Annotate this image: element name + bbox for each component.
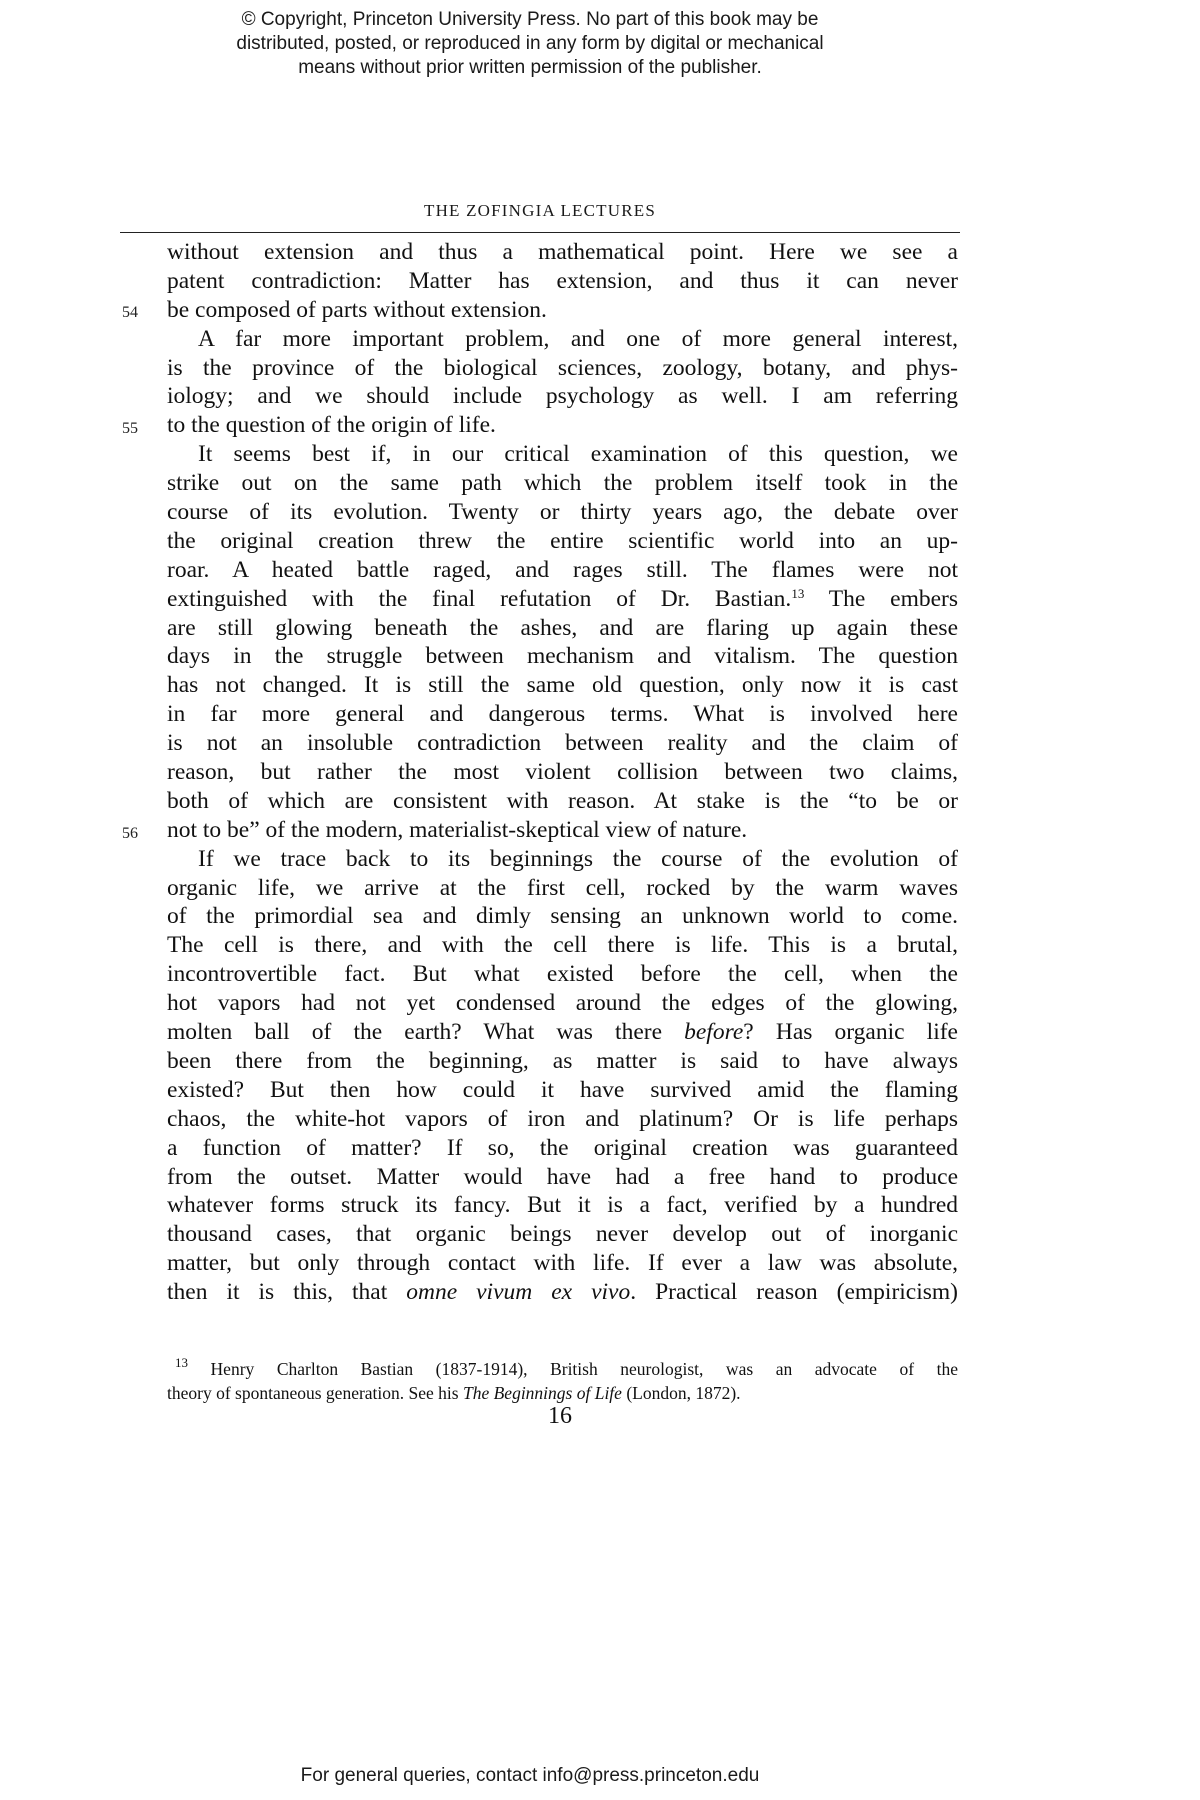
- text-segment: ? Has organic life: [743, 1019, 958, 1046]
- text-line: [167, 1018, 958, 1047]
- text-segment: Henry Charlton Bastian (1837-1914), British neurologist, was an advocate of the: [188, 1359, 958, 1379]
- contact-notice: For general queries, contact info@press.princeton.edu: [300, 1765, 760, 1786]
- header-rule: [120, 232, 960, 233]
- text-line: of the primordial sea and dimly sensing an unknown world to come.: [167, 903, 958, 930]
- text-line: both of which are consistent with reason. At stake is the “to be or: [167, 787, 958, 814]
- paragraph-number: 54: [122, 304, 138, 321]
- copyright-notice: [0, 8, 1060, 80]
- text-line: not to be” of the modern, materialist-skeptical view of nature.: [167, 816, 748, 843]
- text-segment: extinguished with the final refutation of Dr. Bastian.: [167, 585, 792, 612]
- copyright-line: means without prior written permission of the publisher.: [298, 57, 762, 78]
- paragraph-number: 56: [122, 825, 138, 842]
- book-title: The Beginnings of Life: [462, 1383, 622, 1403]
- footnote-line: [167, 1357, 958, 1381]
- emphasis: omne vivum ex vivo: [406, 1279, 631, 1306]
- copyright-line: © Copyright, Princeton University Press. No part of this book may be: [241, 9, 819, 30]
- text-line: chaos, the white-hot vapors of iron and platinum? Or is life perhaps: [167, 1105, 958, 1132]
- text-line: been there from the beginning, as matter is said to have always: [167, 1047, 958, 1074]
- text-line: strike out on the same path which the problem itself took in the: [167, 470, 958, 497]
- text-line: hot vapors had not yet condensed around the edges of the glowing,: [167, 990, 958, 1017]
- footnote-line: [167, 1381, 958, 1405]
- text-line: The cell is there, and with the cell there is life. This is a brutal,: [167, 932, 958, 959]
- text-line: [167, 585, 958, 614]
- text-line: It seems best if, in our critical examination of this question, we: [198, 441, 958, 468]
- text-line: is the province of the biological sciences, zoology, botany, and phys-: [167, 354, 958, 381]
- text-line: [167, 1278, 958, 1307]
- text-line: from the outset. Matter would have had a free hand to produce: [167, 1163, 958, 1190]
- text-segment: (London, 1872).: [621, 1383, 741, 1403]
- text-segment: molten ball of the earth? What was there: [167, 1019, 685, 1046]
- text-line: has not changed. It is still the same old question, only now it is cast: [167, 672, 958, 699]
- text-line: days in the struggle between mechanism and vitalism. The question: [167, 643, 958, 670]
- text-line: a function of matter? If so, the original creation was guaranteed: [167, 1134, 958, 1161]
- copyright-line: distributed, posted, or reproduced in any form by digital or mechanical: [236, 33, 824, 54]
- footnote-marker[interactable]: 13: [791, 585, 805, 601]
- text-line: organic life, we arrive at the first cell, rocked by the warm waves: [167, 874, 958, 901]
- running-head: THE ZOFINGIA LECTURES: [423, 201, 657, 220]
- text-segment: . Practical reason (empiricism): [630, 1279, 959, 1306]
- text-line: thousand cases, that organic beings never develop out of inorganic: [167, 1221, 958, 1248]
- text-line: without extension and thus a mathematical point. Here we see a: [167, 239, 958, 265]
- text-line: existed? But then how could it have survived amid the flaming: [167, 1076, 958, 1103]
- text-line: incontrovertible fact. But what existed before the cell, when the: [167, 961, 958, 988]
- text-line: to the question of the origin of life.: [167, 412, 496, 439]
- text-line: in far more general and dangerous terms. What is involved here: [167, 701, 958, 728]
- text-line: are still glowing beneath the ashes, and are flaring up again these: [167, 614, 958, 641]
- text-line: matter, but only through contact with life. If ever a law was absolute,: [167, 1250, 958, 1277]
- text-line: A far more important problem, and one of more general interest,: [198, 325, 958, 352]
- text-line: patent contradiction: Matter has extension, and thus it can never: [167, 267, 958, 294]
- body-text: [167, 238, 958, 1307]
- footnote: [167, 1357, 958, 1405]
- text-line: reason, but rather the most violent collision between two claims,: [167, 759, 958, 786]
- text-line: If we trace back to its beginnings the course of the evolution of: [198, 845, 958, 872]
- footnote-number: 13: [175, 1355, 188, 1370]
- paragraph-number: 55: [122, 420, 138, 437]
- text-line: iology; and we should include psychology as well. I am referring: [167, 383, 958, 410]
- text-line: course of its evolution. Twenty or thirty years ago, the debate over: [167, 499, 958, 526]
- text-line: be composed of parts without extension.: [167, 296, 547, 323]
- text-line: roar. A heated battle raged, and rages still. The flames were not: [167, 556, 958, 583]
- text-segment: theory of spontaneous generation. See his: [167, 1383, 463, 1403]
- text-segment: The embers: [804, 585, 958, 612]
- text-line: is not an insoluble contradiction between reality and the claim of: [167, 730, 958, 757]
- emphasis: before: [684, 1019, 744, 1046]
- page-number: 16: [548, 1403, 572, 1429]
- text-segment: then it is this, that: [167, 1279, 407, 1306]
- text-line: whatever forms struck its fancy. But it is a fact, verified by a hundred: [167, 1192, 958, 1219]
- text-line: the original creation threw the entire scientific world into an up-: [167, 527, 958, 554]
